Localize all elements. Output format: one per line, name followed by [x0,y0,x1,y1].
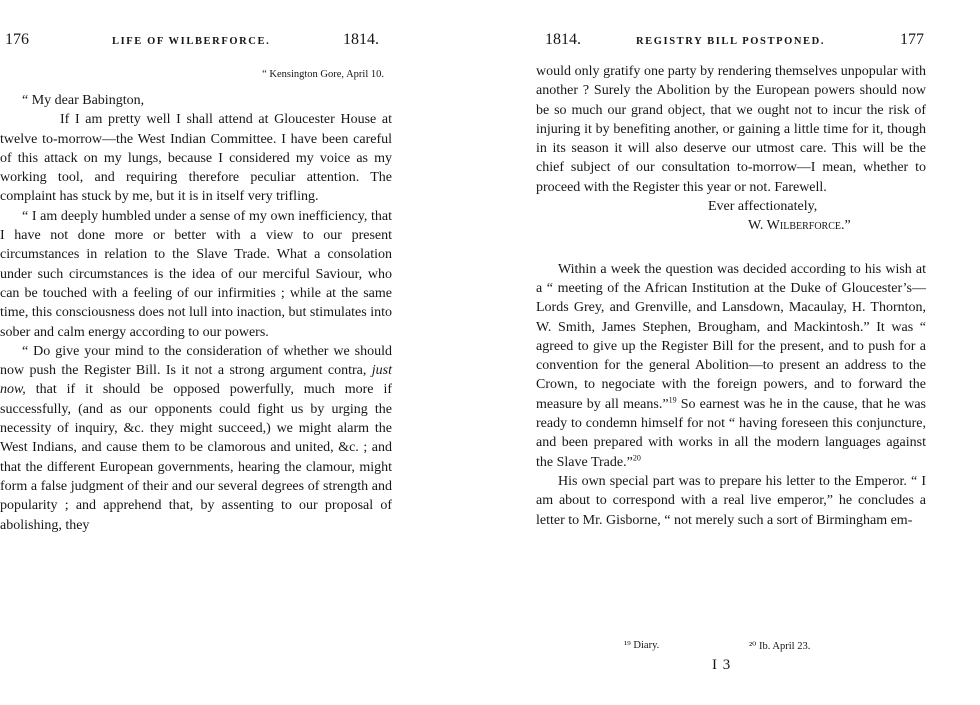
footnote: ²⁰ Ib. April 23. [749,641,811,652]
paragraph: His own special part was to prepare his letter to the Emperor. “ I am about to correspond with a real live emperor,” he concludes a letter to Mr. Gisborne, “ not merely such a sort of Birmingham em- [536,473,926,528]
paragraph: If I am pretty well I shall attend at Gloucester House at twelve to-morrow—the West Indian Committee. I have been careful of this attack on my lungs, because I considered my voice as my working tool, and requiring therefore peculiar attention. The complaint has stuck by me, but it is in itself very trifling. [0,112,392,205]
footnote-ref: 19 [668,395,677,405]
footnote-ref: 20 [632,452,641,462]
paragraph: Within a week the question was decided according to his wish at a “ meeting of the African Institution at the Duke of Gloucester’s—Lords Grey, and Grenville, and Lansdown, Macaulay, H. Thornton, W. Smith, James Stephen, Brougham, and Mackintosh.” It was “ agreed to give up the Register Bill for the present, and to push for a convention for the general Abolition—to present an address to the Crown, to negociate with the foreign powers, and to forward the measure by all means.”$^{19}$ So earnest was he in the cause, that he was ready to condemn himself for not “ having foreseen this conjuncture, and been prepared with works in all the modern languages against the Slave Trade.”$^{20}$ [536,261,926,470]
right-page-number: 177 [900,31,924,48]
paragraph [0,342,392,535]
left-header-year: 1814. [343,31,379,48]
printer-signature-mark: I 3 [712,657,732,673]
left-running-header [0,31,392,49]
letter-date-line: “ Kensington Gore, April 10. [262,69,384,80]
italic-phrase: just now, [0,363,392,398]
right-running-header [536,31,926,49]
footnote: ¹⁹ Diary. [624,640,660,651]
left-page-number: 176 [5,31,29,48]
right-header-year: 1814. [545,31,581,48]
letter-closing: Ever affectionately, [708,199,818,215]
letter-signature: W. Wilberforce.” [748,218,851,234]
paragraph-text: that if it should be opposed powerfully, much more if successfully, (and as our opponents could fight us by urging the necessity of inquiry, &c. they might succeed,) we might alarm the West Indians, and cause them to be clamorous and united, &c. ; and that the different European governments, hearing the clamour, might form a false judgment of their and our several degrees of strength and popularity ; and apprehend that, by assenting to our proposal of abolishing, they [0,382,392,533]
right-page [536,0,926,705]
letter-continuation: would only gratify one party by rendering themselves unpopular with another ? Surely the Abolition by the European powers should now be so much our grand object, that we ought not to incur the risk of injuring it by benefiting another, or gaining a little time for it, though in its season it will also deserve our utmost care. This will be the chief subject of our consultation to-morrow—I mean, whether to proceed with the Register this year or not. Farewell. [536,64,926,195]
section-gap [536,236,926,260]
right-running-title: REGISTRY BILL POSTPONED. [636,36,826,47]
letter-salutation: “ My dear Babington, [22,93,145,108]
left-running-title: LIFE OF WILBERFORCE. [112,36,271,47]
left-body-text [0,91,392,535]
paragraph-text: “ Do give your mind to the consideration of whether we should now push the Register Bill. Is it not a strong argument contra, [0,343,392,379]
paragraph: “ I am deeply humbled under a sense of my own inefficiency, that I have not done more or better with a view to our present circumstances in relation to the Slave Trade. What a consolation under such circumstances is the idea of our merciful Saviour, who can be touched with a feeling of our infirmities ; while at the same time, this consciousness does not lull into inaction, but stimulates into sober and calm energy according to our powers. [0,208,392,340]
right-body-text [536,62,926,530]
left-page [0,0,392,705]
